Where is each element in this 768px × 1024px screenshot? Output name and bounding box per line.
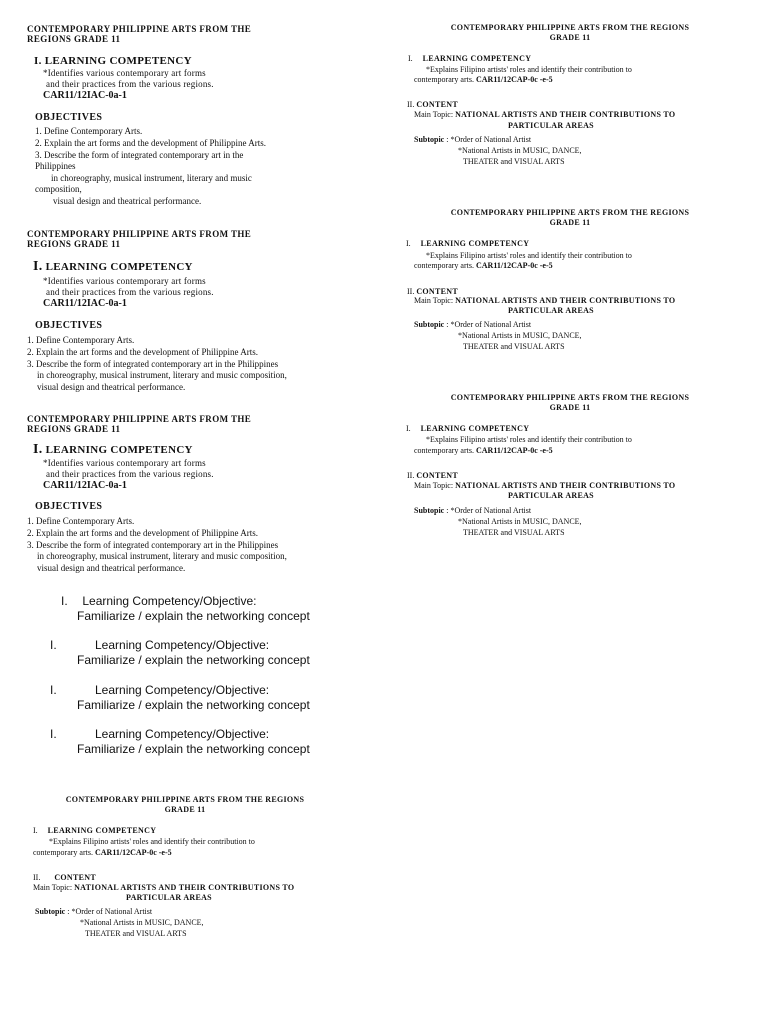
block-header-line1: CONTEMPORARY PHILIPPINE ARTS FROM THE REGIONS [65, 795, 305, 804]
subtopic-label: Subtopic [414, 135, 445, 144]
main-topic-line2: PARTICULAR AREAS [508, 491, 594, 500]
objectives-heading: OBJECTIVES [35, 320, 103, 331]
subtopic-line1 [35, 908, 152, 916]
main-topic-text: NATIONAL ARTISTS AND THEIR CONTRIBUTIONS TO [455, 481, 676, 490]
learning-competency-heading [408, 55, 531, 63]
subtopic-line3: THEATER and VISUAL ARTS [463, 528, 565, 537]
objective-text: Familiarize / explain the networking concept [77, 609, 310, 623]
lc-title: LEARNING COMPETENCY [422, 54, 532, 63]
lc-title: LEARNING COMPETENCY [44, 55, 192, 67]
lc-line2-text: contemporary arts. [414, 261, 474, 270]
competency-code: CAR11/12CAP-0c -e-5 [475, 446, 553, 455]
objective-numeral: I. [50, 727, 57, 741]
block-header-line1: CONTEMPORARY PHILIPPINE ARTS FROM THE [27, 229, 252, 239]
subtopic-line2: *National Artists in MUSIC, DANCE, [458, 146, 582, 155]
objective-1: 1. Define Contemporary Arts. [27, 516, 135, 526]
lc-numeral: I. [33, 442, 43, 457]
subtopic-line3: THEATER and VISUAL ARTS [463, 342, 565, 351]
main-topic-line2: PARTICULAR AREAS [508, 121, 594, 130]
lc-title: LEARNING COMPETENCY [420, 424, 530, 433]
competency-code: CAR11/12IAC-0a-1 [43, 90, 127, 101]
block-header-line1: CONTEMPORARY PHILIPPINE ARTS FROM THE REGIONS [450, 23, 690, 32]
objective-2: 2. Explain the art forms and the development of Philippine Arts. [27, 528, 258, 538]
block-header-line2: REGIONS GRADE 11 [27, 239, 121, 249]
main-topic-line1 [33, 884, 294, 892]
competency-code: CAR11/12CAP-0c -e-5 [475, 75, 553, 84]
content-heading [407, 101, 458, 109]
lc-title: LEARNING COMPETENCY [45, 444, 193, 456]
competency-code: CAR11/12IAC-0a-1 [43, 298, 127, 309]
block-header-line1: CONTEMPORARY PHILIPPINE ARTS FROM THE REGIONS [450, 393, 690, 402]
lc-numeral: I. [34, 55, 42, 67]
objective-heading [61, 595, 256, 607]
objective-1: 1. Define Contemporary Arts. [35, 126, 143, 136]
objective-1: 1. Define Contemporary Arts. [27, 335, 135, 345]
competency-code: CAR11/12IAC-0a-1 [43, 480, 127, 491]
block-header-line2: GRADE 11 [549, 33, 591, 42]
main-topic-line1 [414, 482, 675, 490]
lc-line1: *Identifies various contemporary art forms [43, 276, 206, 286]
competency-code: CAR11/12CAP-0c -e-5 [475, 261, 553, 270]
subtopic-label: Subtopic [414, 320, 445, 329]
lc-line1: *Identifies various contemporary art forms [43, 458, 206, 468]
main-topic-label: Main Topic: [414, 296, 454, 305]
subtopic-text: : *Order of National Artist [446, 135, 532, 144]
content-numeral: II. [407, 100, 415, 109]
objective-3c: in choreography, musical instrument, literary and music [51, 173, 252, 183]
lc-line2 [33, 849, 172, 857]
lc-title: LEARNING COMPETENCY [420, 239, 530, 248]
learning-competency-heading [34, 56, 192, 67]
lc-line2: and their practices from the various regions. [46, 79, 214, 89]
content-numeral: II. [407, 471, 415, 480]
lc-line2: and their practices from the various regions. [46, 469, 214, 479]
objective-3c: visual design and theatrical performance. [37, 563, 186, 573]
subtopic-line2: *National Artists in MUSIC, DANCE, [458, 517, 582, 526]
objective-text: Familiarize / explain the networking concept [77, 653, 310, 667]
block-header-line2: REGIONS GRADE 11 [27, 424, 121, 434]
objective-text: Familiarize / explain the networking concept [77, 698, 310, 712]
lc-line2: and their practices from the various regions. [46, 287, 214, 297]
block-header-line2: GRADE 11 [549, 218, 591, 227]
lc-line1: *Explains Filipino artists' roles and identify their contribution to [426, 251, 632, 260]
main-topic-text: NATIONAL ARTISTS AND THEIR CONTRIBUTIONS TO [74, 883, 295, 892]
objectives-heading: OBJECTIVES [35, 501, 103, 512]
content-heading [33, 874, 96, 882]
main-topic-line1 [414, 297, 675, 305]
content-title: CONTENT [416, 471, 458, 480]
objective-3d: composition, [35, 184, 82, 194]
objective-heading-text: Learning Competency/Objective: [95, 638, 270, 652]
content-numeral: II. [33, 873, 41, 882]
learning-competency-heading [33, 260, 193, 274]
main-topic-line1 [414, 111, 675, 119]
lc-line2 [414, 447, 553, 455]
lc-line1: *Explains Filipino artists' roles and identify their contribution to [426, 65, 632, 74]
subtopic-line1 [414, 321, 531, 329]
block-header-line1: CONTEMPORARY PHILIPPINE ARTS FROM THE [27, 24, 252, 34]
subtopic-line1 [414, 507, 531, 515]
lc-line1: *Explains Filipino artists' roles and identify their contribution to [49, 837, 255, 846]
objective-heading-text: Learning Competency/Objective: [95, 727, 270, 741]
objectives-heading: OBJECTIVES [35, 112, 103, 123]
lc-line1: *Explains Filipino artists' roles and identify their contribution to [426, 435, 632, 444]
subtopic-line3: THEATER and VISUAL ARTS [463, 157, 565, 166]
lc-line1: *Identifies various contemporary art forms [43, 68, 206, 78]
main-topic-line2: PARTICULAR AREAS [126, 893, 212, 902]
main-topic-text: NATIONAL ARTISTS AND THEIR CONTRIBUTIONS TO [455, 110, 676, 119]
objective-3b: in choreography, musical instrument, literary and music composition, [37, 551, 287, 561]
objective-text: Familiarize / explain the networking concept [77, 742, 310, 756]
main-topic-line2: PARTICULAR AREAS [508, 306, 594, 315]
content-title: CONTENT [54, 873, 96, 882]
lc-title: LEARNING COMPETENCY [47, 826, 157, 835]
lc-line2-text: contemporary arts. [414, 446, 474, 455]
objective-3a: 3. Describe the form of integrated contemporary art in the Philippines [27, 359, 279, 369]
content-heading [407, 472, 458, 480]
objective-numeral: I. [50, 683, 57, 697]
lc-numeral: I. [408, 54, 413, 63]
objective-numeral: I. [50, 638, 57, 652]
lc-numeral: I. [33, 259, 43, 274]
content-heading [407, 288, 458, 296]
subtopic-line2: *National Artists in MUSIC, DANCE, [80, 918, 204, 927]
learning-competency-heading [33, 443, 193, 457]
objective-heading-text: Learning Competency/Objective: [95, 683, 270, 697]
objective-2: 2. Explain the art forms and the development of Philippine Arts. [35, 138, 266, 148]
objective-3a: 3. Describe the form of integrated contemporary art in the Philippines [27, 540, 279, 550]
block-header-line1: CONTEMPORARY PHILIPPINE ARTS FROM THE REGIONS [450, 208, 690, 217]
objective-3b: Philippines [35, 161, 76, 171]
lc-line2 [414, 76, 553, 84]
objective-3a: 3. Describe the form of integrated contemporary art in the [35, 150, 244, 160]
learning-competency-heading [406, 240, 529, 248]
objective-3b: in choreography, musical instrument, literary and music composition, [37, 370, 287, 380]
block-header-line1: CONTEMPORARY PHILIPPINE ARTS FROM THE [27, 414, 252, 424]
lc-numeral: I. [33, 826, 38, 835]
subtopic-line2: *National Artists in MUSIC, DANCE, [458, 331, 582, 340]
objective-heading-text: Learning Competency/Objective: [82, 594, 257, 608]
main-topic-label: Main Topic: [33, 883, 73, 892]
subtopic-text: : *Order of National Artist [446, 320, 532, 329]
block-header-line2: GRADE 11 [549, 403, 591, 412]
objective-numeral: I. [61, 594, 68, 608]
lc-line2-text: contemporary arts. [33, 848, 93, 857]
lc-numeral: I. [406, 239, 411, 248]
lc-numeral: I. [406, 424, 411, 433]
block-header-line2: REGIONS GRADE 11 [27, 34, 121, 44]
lc-line2 [414, 262, 553, 270]
lc-line2-text: contemporary arts. [414, 75, 474, 84]
subtopic-label: Subtopic [35, 907, 66, 916]
objective-3e: visual design and theatrical performance. [53, 196, 202, 206]
subtopic-label: Subtopic [414, 506, 445, 515]
content-title: CONTENT [416, 100, 458, 109]
lc-title: LEARNING COMPETENCY [45, 261, 193, 273]
objective-3c: visual design and theatrical performance. [37, 382, 186, 392]
main-topic-text: NATIONAL ARTISTS AND THEIR CONTRIBUTIONS TO [455, 296, 676, 305]
main-topic-label: Main Topic: [414, 481, 454, 490]
subtopic-line3: THEATER and VISUAL ARTS [85, 929, 187, 938]
learning-competency-heading [33, 827, 156, 835]
objective-2: 2. Explain the art forms and the development of Philippine Arts. [27, 347, 258, 357]
content-title: CONTENT [416, 287, 458, 296]
block-header-line2: GRADE 11 [164, 805, 206, 814]
subtopic-text: : *Order of National Artist [67, 907, 153, 916]
competency-code: CAR11/12CAP-0c -e-5 [94, 848, 172, 857]
main-topic-label: Main Topic: [414, 110, 454, 119]
subtopic-text: : *Order of National Artist [446, 506, 532, 515]
learning-competency-heading [406, 425, 529, 433]
subtopic-line1 [414, 136, 531, 144]
content-numeral: II. [407, 287, 415, 296]
